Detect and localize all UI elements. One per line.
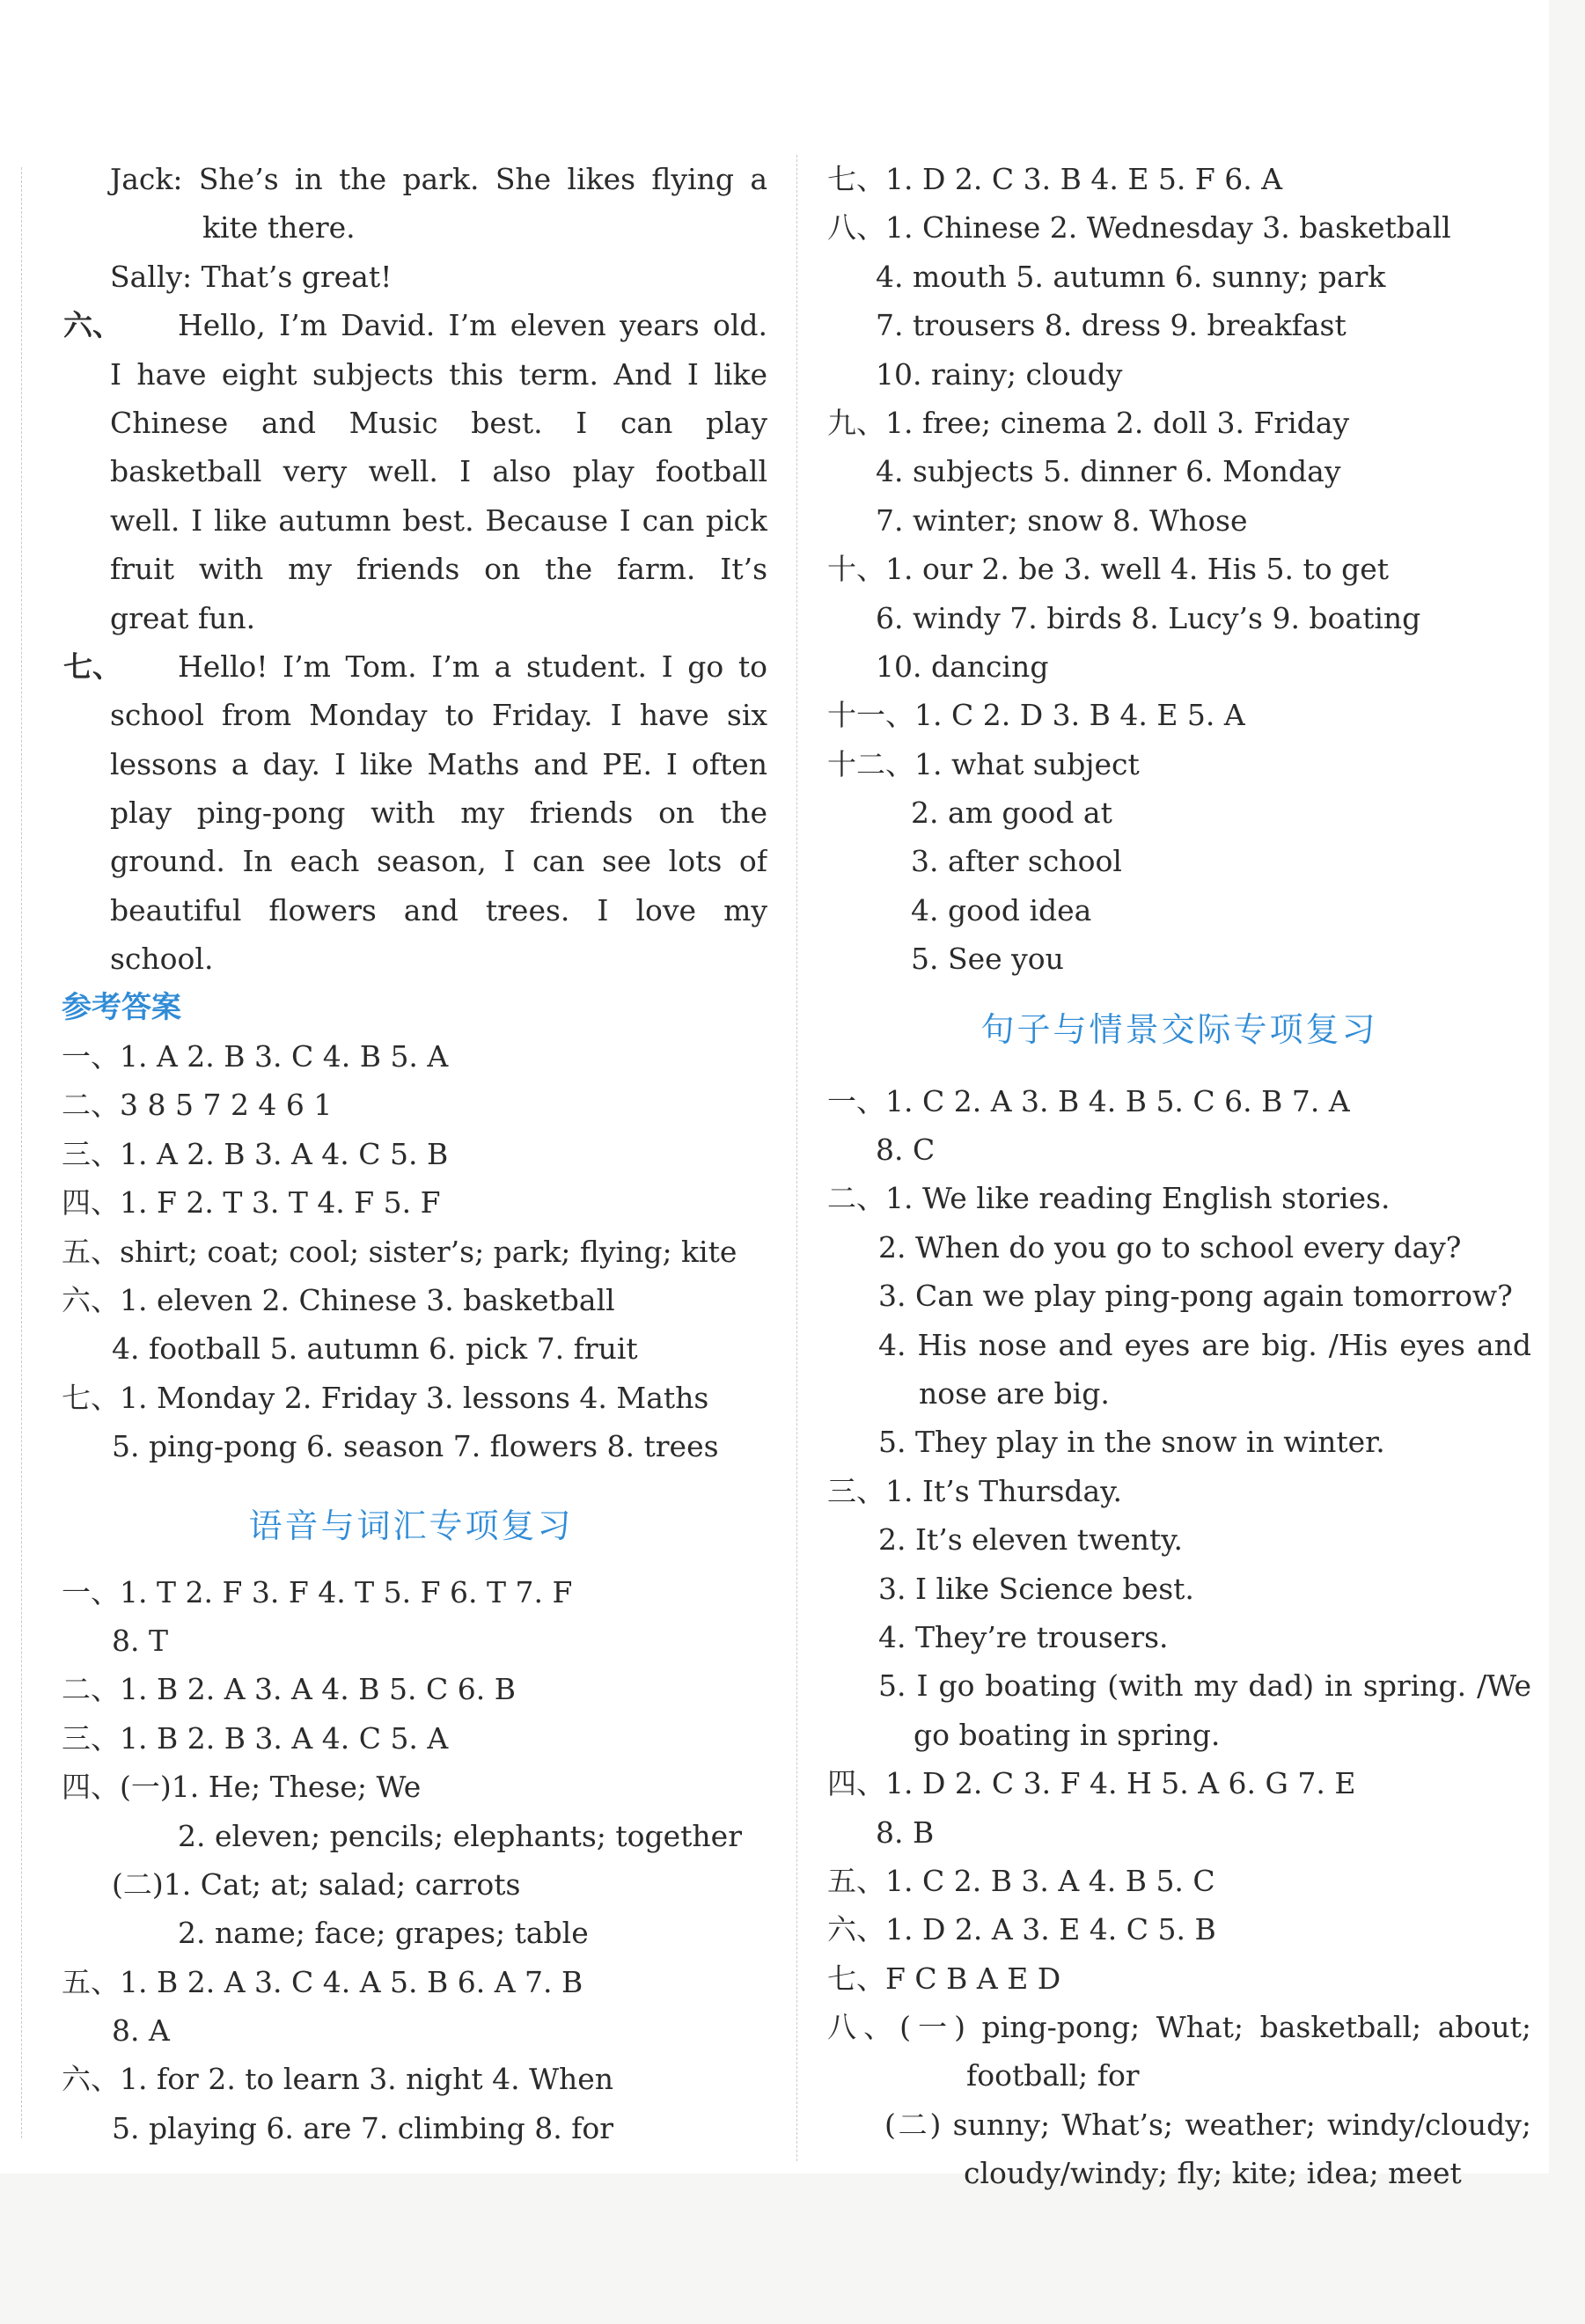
passage-6-line: well. I like autumn best. Because I can pick bbox=[110, 502, 767, 538]
answer-line: 六、1. eleven 2. Chinese 3. basketball bbox=[62, 1282, 615, 1317]
left-margin-rule bbox=[21, 167, 22, 2138]
dialogue-line: kite there. bbox=[202, 210, 356, 246]
answer-line: 3. after school bbox=[911, 844, 1122, 879]
answer-line: 7. trousers 8. dress 9. breakfast bbox=[876, 308, 1347, 343]
answer-line: 2. name; face; grapes; table bbox=[178, 1916, 589, 1951]
answer-line: 4. mouth 5. autumn 6. sunny; park bbox=[876, 259, 1386, 294]
answer-line: 2. It’s eleven twenty. bbox=[878, 1522, 1184, 1558]
answer-line: 十、1. our 2. be 3. well 4. His 5. to get bbox=[827, 552, 1390, 587]
passage-text: Hello, I’m David. I’m eleven years old. bbox=[178, 308, 767, 343]
answer-line: (二) sunny; What’s; weather; windy/cloudy; bbox=[884, 2107, 1531, 2142]
passage-text: Hello! I’m Tom. I’m a student. I go to bbox=[178, 649, 767, 684]
answer-line: 8. T bbox=[112, 1623, 168, 1658]
answer-line: 九、1. free; cinema 2. doll 3. Friday bbox=[827, 405, 1350, 440]
passage-6-line: Chinese and Music best. I can play bbox=[110, 405, 767, 440]
answer-line: 十二、1. what subject bbox=[827, 746, 1140, 781]
answer-line: 五、1. B 2. A 3. C 4. A 5. B 6. A 7. B bbox=[62, 1964, 583, 1999]
answer-line: 8. C bbox=[876, 1133, 936, 1168]
dialogue-line: Jack: She’s in the park. She likes flying a bbox=[110, 162, 767, 196]
answer-line: 4. His nose and eyes are big. /His eyes and bbox=[878, 1327, 1531, 1362]
answer-line: 八、(一) ping-pong; What; basketball; about; bbox=[827, 2010, 1531, 2045]
passage-7-line bbox=[55, 642, 767, 691]
answer-line: 七、1. Monday 2. Friday 3. lessons 4. Maths bbox=[62, 1380, 709, 1415]
answer-line: 3. I like Science best. bbox=[878, 1571, 1194, 1606]
answer-line: 六、1. D 2. A 3. E 4. C 5. B bbox=[827, 1912, 1216, 1947]
answer-line: 八、1. Chinese 2. Wednesday 3. basketball bbox=[827, 210, 1451, 246]
answer-line: nose are big. bbox=[919, 1375, 1110, 1411]
passage-6-line: fruit with my friends on the farm. It’s bbox=[110, 552, 767, 587]
dialogue-line: Sally: That’s great! bbox=[110, 259, 393, 294]
left-column bbox=[55, 155, 767, 2152]
answer-line: 4. subjects 5. dinner 6. Monday bbox=[876, 454, 1341, 489]
answer-line: 4. good idea bbox=[911, 892, 1092, 927]
answer-line: 2. eleven; pencils; elephants; together bbox=[178, 1818, 742, 1853]
passage-7-line: lessons a day. I like Maths and PE. I often bbox=[110, 746, 767, 781]
passage-6-line: I have eight subjects this term. And I like bbox=[110, 356, 767, 392]
answer-line: 四、1. D 2. C 3. F 4. H 5. A 6. G 7. E bbox=[827, 1766, 1356, 1801]
answer-line: 七、1. D 2. C 3. B 4. E 5. F 6. A bbox=[827, 162, 1283, 196]
answer-line: (二)1. Cat; at; salad; carrots bbox=[112, 1866, 521, 1902]
answer-line: 四、1. F 2. T 3. T 4. F 5. F bbox=[62, 1185, 441, 1221]
answer-line: cloudy/windy; fly; kite; idea; meet bbox=[964, 2156, 1462, 2191]
reference-answers-heading: 参考答案 bbox=[62, 989, 181, 1025]
answer-line: 三、1. It’s Thursday. bbox=[827, 1473, 1122, 1508]
answer-line: 6. windy 7. birds 8. Lucy’s 9. boating bbox=[876, 600, 1421, 635]
right-column bbox=[827, 155, 1531, 2198]
passage-7-line: school from Monday to Friday. I have six bbox=[110, 698, 767, 733]
answer-line: 8. A bbox=[112, 2013, 170, 2049]
passage-7-line: school. bbox=[110, 942, 214, 977]
section-label: 七、 bbox=[63, 649, 121, 684]
answer-line: 一、1. T 2. F 3. F 4. T 5. F 6. T 7. F bbox=[62, 1574, 573, 1609]
passage-6-line bbox=[55, 301, 767, 349]
answer-line: 二、1. B 2. A 3. A 4. B 5. C 6. B bbox=[62, 1672, 516, 1707]
answer-line: 8. B bbox=[876, 1814, 935, 1850]
section-label: 六、 bbox=[63, 308, 121, 343]
passage-6-line: great fun. bbox=[110, 600, 256, 635]
answer-line: 二、3 8 5 7 2 4 6 1 bbox=[62, 1088, 333, 1123]
answer-line: 3. Can we play ping-pong again tomorrow? bbox=[878, 1279, 1513, 1314]
answer-line: 三、1. B 2. B 3. A 4. C 5. A bbox=[62, 1720, 449, 1756]
answer-line: 十一、1. C 2. D 3. B 4. E 5. A bbox=[827, 698, 1245, 733]
answer-line: 七、F C B A E D bbox=[827, 1961, 1061, 1996]
answer-line: 7. winter; snow 8. Whose bbox=[876, 502, 1248, 538]
answer-line: 10. dancing bbox=[876, 649, 1049, 684]
passage-6-line: basketball very well. I also play football bbox=[110, 454, 767, 489]
answer-line: football; for bbox=[966, 2058, 1140, 2093]
answer-line: 三、1. A 2. B 3. A 4. C 5. B bbox=[62, 1136, 449, 1171]
answer-line: go boating in spring. bbox=[914, 1717, 1221, 1752]
answer-line: 一、1. A 2. B 3. C 4. B 5. A bbox=[62, 1039, 449, 1074]
vocab-review-title: 语音与词汇专项复习 bbox=[248, 1506, 574, 1545]
answer-line: 五、shirt; coat; cool; sister’s; park; flying; kite bbox=[62, 1234, 737, 1269]
answer-line: 五、1. C 2. B 3. A 4. B 5. C bbox=[827, 1863, 1215, 1898]
answer-line: 5. playing 6. are 7. climbing 8. for bbox=[112, 2110, 614, 2145]
answer-line: 5. They play in the snow in winter. bbox=[878, 1425, 1385, 1460]
answer-line: 2. am good at bbox=[911, 795, 1112, 831]
answer-line: 2. When do you go to school every day? bbox=[878, 1229, 1462, 1265]
answer-line: 二、1. We like reading English stories. bbox=[827, 1181, 1391, 1216]
answer-line: 一、1. C 2. A 3. B 4. B 5. C 6. B 7. A bbox=[827, 1083, 1350, 1118]
answer-line: 5. ping-pong 6. season 7. flowers 8. trees bbox=[112, 1429, 719, 1464]
passage-7-line: play ping-pong with my friends on the bbox=[110, 795, 767, 831]
answer-line: 六、1. for 2. to learn 3. night 4. When bbox=[62, 2062, 614, 2097]
passage-7-line: beautiful flowers and trees. I love my bbox=[110, 892, 767, 927]
answer-line: 5. I go boating (with my dad) in spring. /We bbox=[878, 1668, 1531, 1704]
passage-7-line: ground. In each season, I can see lots of bbox=[110, 844, 767, 879]
answer-line: 4. They’re trousers. bbox=[878, 1619, 1169, 1654]
sentence-review-title: 句子与情景交际专项复习 bbox=[980, 1009, 1378, 1049]
answer-line: 10. rainy; cloudy bbox=[876, 356, 1123, 392]
answer-line: 5. See you bbox=[911, 942, 1064, 977]
answer-line: 四、(一)1. He; These; We bbox=[62, 1770, 422, 1805]
column-divider bbox=[796, 155, 797, 2161]
answer-line: 4. football 5. autumn 6. pick 7. fruit bbox=[112, 1331, 638, 1367]
